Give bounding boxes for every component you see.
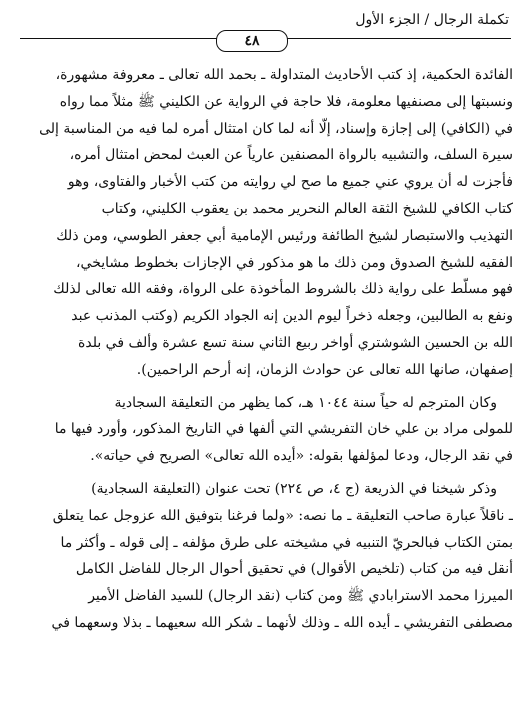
text-line: ونفع به الطالبين، وجعله ذخراً ليوم الدين إنه الجواد الكريم (وكتب المذنب عبد bbox=[71, 308, 513, 325]
text-line: الفقيه للشيخ الصدوق ومن ذلك ما هو مذكور في الإجازات بخطوط مشايخي، bbox=[76, 254, 513, 271]
text-line: ـ ناقلاً عبارة صاحب التعليقة ـ ما نصه: «ولما فرغنا بتوفيق الله عزوجل عما يتعلق bbox=[52, 507, 513, 524]
running-header: تكملة الرجال / الجزء الأول bbox=[355, 12, 509, 28]
text-line: للمولى مراد بن علي خان التفريشي التي ألفها في التاريخ المذكور، وأورد فيها ما bbox=[54, 421, 513, 438]
text-line: الفائدة الحكمية، إذ كتب الأحاديث المتداولة ـ بحمد الله تعالى ـ معروفة مشهورة، bbox=[55, 67, 513, 83]
text-line: فأجزت له أن يروي عني جميع ما صح لي روايته من كتب الأخبار والفتاوى، وهو bbox=[67, 174, 513, 191]
text-line: في (الكافي) إلى إجازة وإسناد، إلّا أنه لما كان امتثال أمره لما فيه من المناسبة إلى bbox=[39, 120, 513, 137]
text-line: مصطفى التفريشي ـ أيده الله ـ وذلك لأنهما ـ شكر الله سعيهما ـ بذلا وسعهما في bbox=[51, 614, 513, 631]
text-line: إصفهان، صانها الله تعالى عن حوادث الزمان، إنه أرحم الراحمين). bbox=[136, 361, 513, 378]
body-text bbox=[20, 62, 513, 637]
text-line: الله بن الحسين الشوشتري أواخر ربيع الثاني سنة تسع عشرة وألف في بلدة bbox=[78, 334, 513, 351]
text-line: وذكر شيخنا في الذريعة (ج ٤، ص ٢٢٤) تحت عنوان (التعليقة السجادية) bbox=[91, 480, 497, 497]
text-line: سيرة السلف، والتشبيه بالرواة المصنفين عارياً عن العبث لمحض امتثال أمره، bbox=[69, 147, 513, 164]
text-line: وكان المترجم له حياً سنة ١٠٤٤ هـ، كما يظهر من التعليقة السجادية bbox=[114, 394, 497, 411]
text-line: أنقل فيه من كتاب (تلخيص الأقوال) في تحقيق أحوال الرجال للفاضل الكامل bbox=[75, 561, 513, 578]
text-line: ونسبتها إلى مصنفيها معلومة، فلا حاجة في الرواية عن الكليني ﷺ مثلاً مما رواه bbox=[59, 93, 513, 110]
text-line: في نقد الرجال، ودعا لمؤلفها بقوله: «أيده الله تعالى» الصريح في حياته». bbox=[90, 448, 513, 465]
text-line: بمتن الكتاب فبالحريّ التنبيه في مشيخته على طرق مؤلفه ـ إلى قوله ـ وأكثر ما bbox=[60, 534, 513, 551]
text-line: فهو مسلّط على رواية ذلك بالشروط المأخوذة على الرواة، وفقه الله تعالى لذلك bbox=[53, 281, 513, 298]
page-number: ٤٨ bbox=[216, 30, 288, 52]
text-line: التهذيب والاستبصار لشيخ الطائفة ورئيس الإمامية أبي جعفر الطوسي، ومن ذلك bbox=[56, 227, 513, 244]
text-line: كتاب الكافي للشيخ الثقة العالم النحرير محمد بن يعقوب الكليني، وكتاب bbox=[101, 200, 513, 217]
text-line: الميرزا محمد الاسترابادي ﷺ ومن كتاب (نقد الرجال) للسيد الفاضل الأمير bbox=[88, 588, 513, 605]
